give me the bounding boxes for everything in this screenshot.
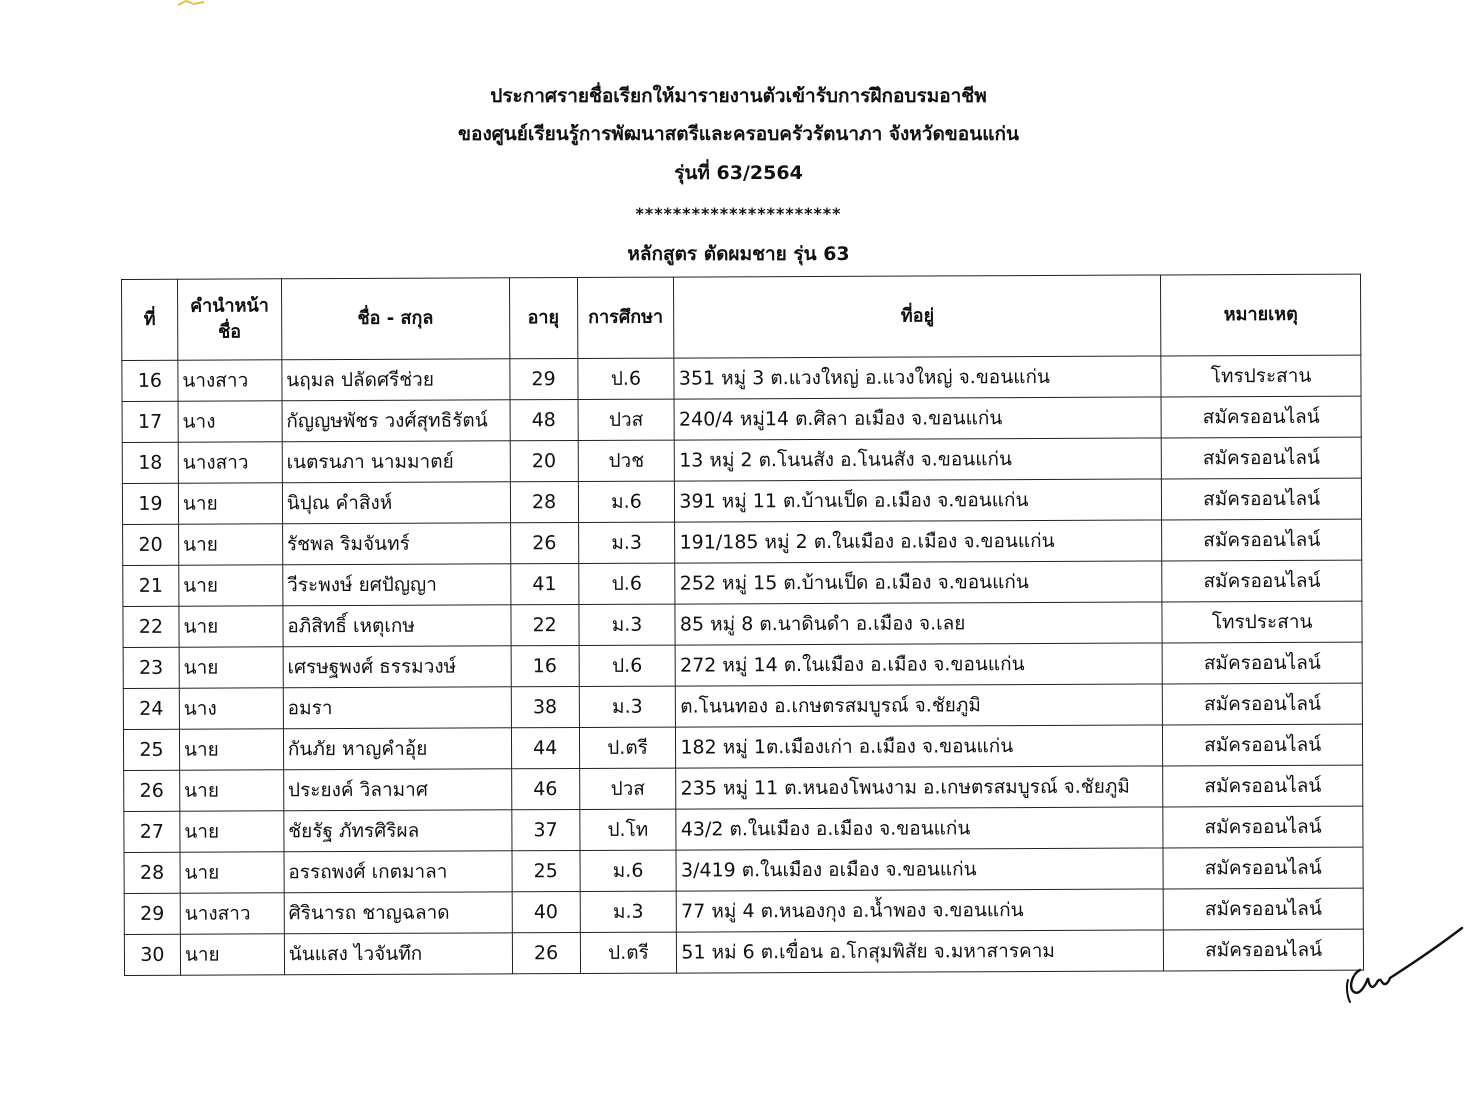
cell-age: 41 xyxy=(510,564,578,605)
cell-note: สมัครออนไลน์ xyxy=(1163,806,1363,848)
cell-note: สมัครออนไลน์ xyxy=(1161,396,1361,438)
cell-title: นาย xyxy=(180,770,284,811)
cell-no: 17 xyxy=(122,401,178,442)
cell-education: ป.6 xyxy=(578,563,675,604)
cell-no: 20 xyxy=(123,524,179,565)
cell-no: 28 xyxy=(124,852,180,893)
cell-age: 38 xyxy=(511,687,579,728)
cell-education: ม.6 xyxy=(578,481,675,522)
cell-no: 25 xyxy=(123,729,179,770)
cell-education: ม.3 xyxy=(579,686,676,727)
top-edge-mark xyxy=(176,0,206,6)
cell-age: 37 xyxy=(512,810,580,851)
cell-title: นาย xyxy=(180,811,284,852)
table-row xyxy=(122,355,1361,401)
cell-age: 20 xyxy=(510,441,578,482)
cell-name: กัญญษพัชร วงศ์สุทธิรัตน์ xyxy=(282,400,510,442)
cell-name: เศรษฐพงศ์ ธรรมวงษ์ xyxy=(283,646,511,688)
cell-note: สมัครออนไลน์ xyxy=(1163,683,1363,725)
cell-education: ม.3 xyxy=(578,522,675,563)
table-row xyxy=(123,724,1362,770)
cell-address: 252 หมู่ 15 ต.บ้านเป็ด อ.เมือง จ.ขอนแก่น xyxy=(675,561,1162,604)
col-header-note: หมายเหตุ xyxy=(1161,274,1361,356)
cell-no: 21 xyxy=(123,565,179,606)
cell-age: 40 xyxy=(512,892,580,933)
cell-no: 24 xyxy=(123,688,179,729)
cell-title: นางสาว xyxy=(178,442,282,483)
table-row xyxy=(124,765,1363,811)
cell-note: สมัครออนไลน์ xyxy=(1162,519,1362,561)
batch-line: รุ่นที่ 63/2564 xyxy=(674,162,803,184)
cell-no: 30 xyxy=(124,934,180,975)
cell-age: 28 xyxy=(510,482,578,523)
cell-education: ป.6 xyxy=(579,645,676,686)
table-row xyxy=(124,806,1363,852)
table-row xyxy=(123,601,1362,647)
cell-note: สมัครออนไลน์ xyxy=(1163,765,1363,807)
cell-education: ปวส xyxy=(579,768,676,809)
cell-education: ป.ตรี xyxy=(580,932,677,973)
cell-address: 240/4 หมู่14 ต.ศิลา อเมือง จ.ขอนแก่น xyxy=(674,397,1161,440)
course-title: หลักสูตร ตัดผมชาย รุ่น 63 xyxy=(627,243,850,265)
cell-title: นาย xyxy=(179,647,283,688)
cell-note: โทรประสาน xyxy=(1161,355,1361,397)
table-row xyxy=(124,929,1363,975)
cell-education: ป.6 xyxy=(577,358,674,399)
cell-name: รัชพล ริมจันทร์ xyxy=(282,523,510,565)
cell-address: 182 หมู่ 1ต.เมืองเก่า อ.เมือง จ.ขอนแก่น xyxy=(676,725,1163,768)
col-header-address: ที่อยู่ xyxy=(674,275,1161,358)
cell-age: 22 xyxy=(511,605,579,646)
cell-name: กันภัย หาญคำอุ้ย xyxy=(283,728,511,770)
cell-note: สมัครออนไลน์ xyxy=(1163,724,1363,766)
cell-name: ศิรินารถ ชาญฉลาด xyxy=(284,892,512,934)
cell-name: นิปุณ คำสิงห์ xyxy=(282,482,510,524)
cell-title: นาย xyxy=(178,483,282,524)
cell-title: นาง xyxy=(179,688,283,729)
cell-name: อภิสิทธิ์ เหตุเกษ xyxy=(283,605,511,647)
cell-education: ม.3 xyxy=(580,891,677,932)
table-row xyxy=(123,560,1362,606)
signature xyxy=(1338,918,1468,1013)
cell-education: ม.6 xyxy=(580,850,677,891)
cell-address: 85 หมู่ 8 ต.นาดินดำ อ.เมือง จ.เลย xyxy=(675,602,1162,645)
cell-title: นางสาว xyxy=(180,893,284,934)
cell-title: นาย xyxy=(180,934,284,975)
cell-note: สมัครออนไลน์ xyxy=(1162,642,1362,684)
table-row xyxy=(123,642,1362,688)
cell-note: สมัครออนไลน์ xyxy=(1162,478,1362,520)
cell-age: 26 xyxy=(510,523,578,564)
cell-address: 43/2 ต.ในเมือง อ.เมือง จ.ขอนแก่น xyxy=(676,807,1163,850)
table-row xyxy=(123,683,1362,729)
cell-title: นาย xyxy=(179,729,283,770)
cell-note: สมัครออนไลน์ xyxy=(1163,847,1363,889)
cell-address: 77 หมู่ 4 ต.หนองกุง อ.น้ำพอง จ.ขอนแก่น xyxy=(677,889,1164,932)
cell-no: 18 xyxy=(122,442,178,483)
cell-title: นาย xyxy=(179,606,283,647)
cell-name: เนตรนภา นามมาตย์ xyxy=(282,441,510,483)
cell-age: 46 xyxy=(511,769,579,810)
cell-age: 44 xyxy=(511,728,579,769)
announcement-title: ประกาศรายชื่อเรียกให้มารายงานตัวเข้ารับการฝึกอบรมอาชีพ xyxy=(490,85,987,107)
cell-name: ชัยรัฐ ภัทรศิริผล xyxy=(284,810,512,852)
cell-name: ประยงค์ วิลามาศ xyxy=(283,769,511,811)
cell-title: นาย xyxy=(178,524,282,565)
separator-stars: ********************** xyxy=(635,204,842,223)
cell-age: 25 xyxy=(512,851,580,892)
cell-address: 272 หมู่ 14 ต.ในเมือง อ.เมือง จ.ขอนแก่น xyxy=(675,643,1162,686)
organization-line: ของศูนย์เรียนรู้การพัฒนาสตรีและครอบครัวรัตนาภา จังหวัดขอนแก่น xyxy=(458,123,1019,145)
cell-address: ต.โนนทอง อ.เกษตรสมบูรณ์ จ.ชัยภูมิ xyxy=(676,684,1163,727)
cell-address: 391 หมู่ 11 ต.บ้านเป็ด อ.เมือง จ.ขอนแก่น xyxy=(675,479,1162,522)
cell-note: สมัครออนไลน์ xyxy=(1164,929,1364,971)
cell-address: 13 หมู่ 2 ต.โนนสัง อ.โนนสัง จ.ขอนแก่น xyxy=(675,438,1162,481)
cell-note: สมัครออนไลน์ xyxy=(1163,888,1363,930)
col-header-name: ชื่อ - สกุล xyxy=(281,278,509,360)
cell-title: นาย xyxy=(180,852,284,893)
cell-education: ป.ตรี xyxy=(579,727,676,768)
table-row xyxy=(122,478,1361,524)
col-header-education: การศึกษา xyxy=(577,277,674,358)
cell-age: 48 xyxy=(510,400,578,441)
cell-education: ปวช xyxy=(578,440,675,481)
cell-education: ปวส xyxy=(578,399,675,440)
cell-address: 351 หมู่ 3 ต.แวงใหญ่ อ.แวงใหญ่ จ.ขอนแก่น xyxy=(674,356,1161,399)
cell-no: 26 xyxy=(124,770,180,811)
cell-no: 16 xyxy=(122,360,178,401)
cell-name: อมรา xyxy=(283,687,511,729)
table-row xyxy=(122,396,1361,442)
cell-address: 191/185 หมู่ 2 ต.ในเมือง อ.เมือง จ.ขอนแก่น xyxy=(675,520,1162,563)
cell-name: นฤมล ปลัดศรีช่วย xyxy=(282,359,510,401)
cell-note: โทรประสาน xyxy=(1162,601,1362,643)
cell-age: 16 xyxy=(511,646,579,687)
cell-title: นาง xyxy=(178,401,282,442)
table-row xyxy=(124,888,1363,934)
cell-name: อรรถพงศ์ เกตมาลา xyxy=(284,851,512,893)
cell-no: 27 xyxy=(124,811,180,852)
cell-no: 23 xyxy=(123,647,179,688)
cell-address: 51 หม่ 6 ต.เขื่อน อ.โกสุมพิสัย จ.มหาสารคาม xyxy=(677,930,1164,973)
table-row xyxy=(123,519,1362,565)
table-row xyxy=(124,847,1363,893)
col-header-no: ที่ xyxy=(122,279,178,360)
cell-address: 235 หมู่ 11 ต.หนองโพนงาม อ.เกษตรสมบูรณ์ จ.ชัยภูมิ xyxy=(676,766,1163,809)
cell-address: 3/419 ต.ในเมือง อเมือง จ.ขอนแก่น xyxy=(676,848,1163,891)
cell-age: 26 xyxy=(512,933,580,974)
cell-no: 19 xyxy=(122,483,178,524)
cell-no: 29 xyxy=(124,893,180,934)
cell-name: วีระพงษ์ ยศปัญญา xyxy=(283,564,511,606)
table-row xyxy=(122,437,1361,483)
table-header-row xyxy=(122,274,1361,360)
cell-education: ป.โท xyxy=(579,809,676,850)
col-header-age: อายุ xyxy=(509,278,577,359)
cell-note: สมัครออนไลน์ xyxy=(1161,437,1361,479)
trainee-table xyxy=(121,274,1364,976)
cell-name: นันแสง ไวจันทึก xyxy=(284,933,512,975)
col-header-title: คำนำหน้าชื่อ xyxy=(177,279,281,360)
cell-title: นาย xyxy=(179,565,283,606)
cell-title: นางสาว xyxy=(178,360,282,401)
cell-no: 22 xyxy=(123,606,179,647)
cell-note: สมัครออนไลน์ xyxy=(1162,560,1362,602)
cell-education: ม.3 xyxy=(579,604,676,645)
cell-age: 29 xyxy=(510,359,578,400)
